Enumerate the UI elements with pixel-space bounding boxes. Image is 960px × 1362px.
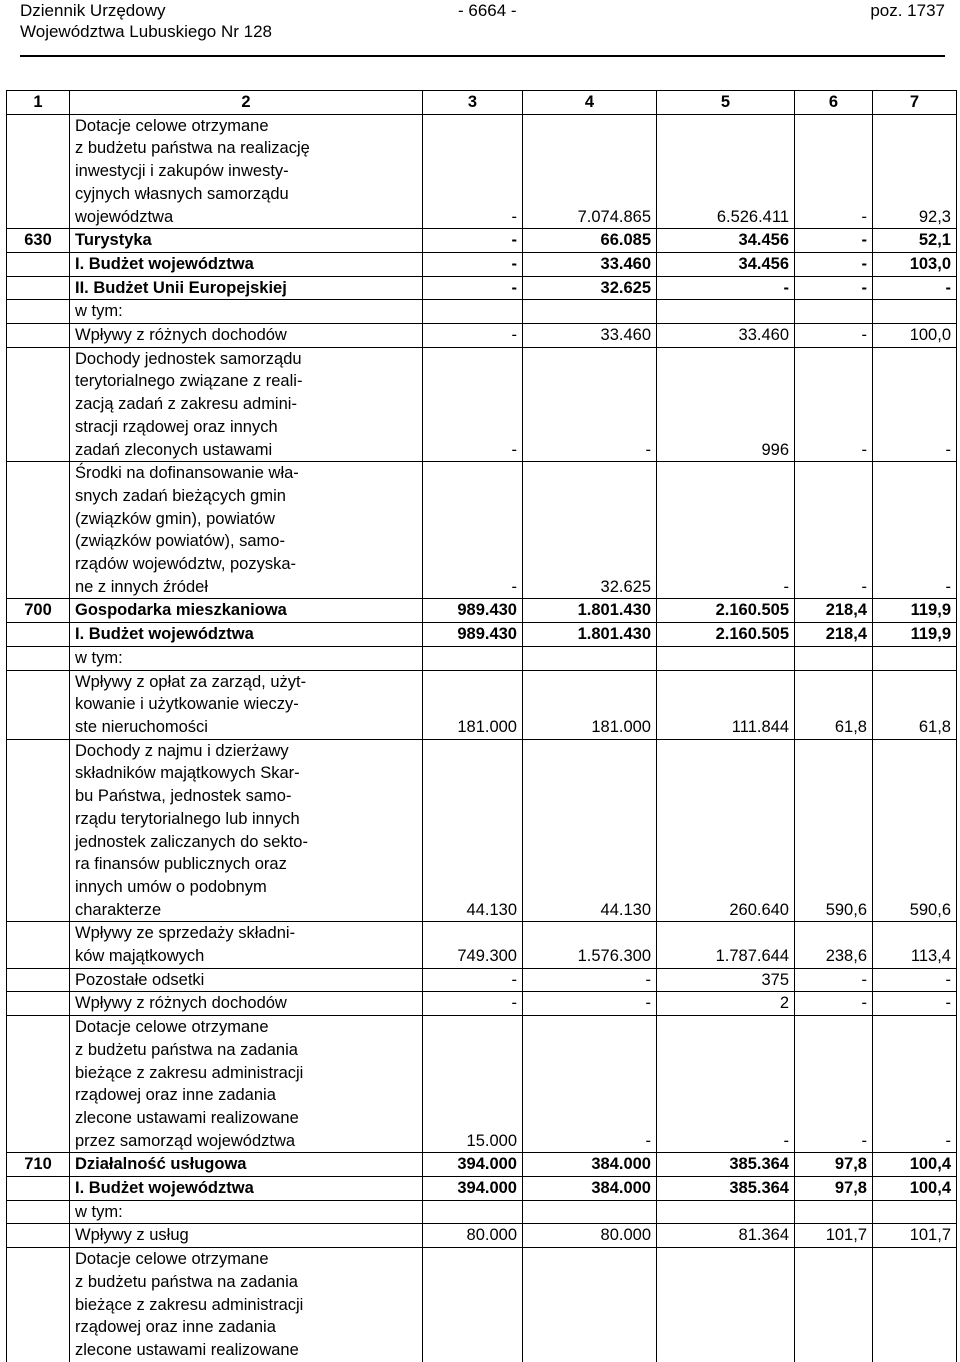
cell-col-4: 33.460 [523, 252, 657, 276]
column-number-row [7, 91, 957, 115]
cell-col-6: - [795, 462, 873, 599]
table-row [7, 1224, 957, 1248]
cell-col-5: 2 [657, 992, 795, 1016]
column-number: 5 [657, 91, 795, 115]
cell-col-4 [523, 300, 657, 324]
cell-col-6: 590,6 [795, 739, 873, 922]
cell-col-5 [657, 646, 795, 670]
cell-col-5: - [657, 276, 795, 300]
cell-col-5: 2.160.505 [657, 599, 795, 623]
cell-section-code [7, 1016, 70, 1153]
cell-col-4: 66.085 [523, 229, 657, 253]
cell-description: Dotacje celowe otrzymane z budżetu państwa na zadania bieżące z zakresu administracji rządowej oraz inne zadania zlecone ustawami realizowane [70, 1248, 423, 1362]
cell-col-6: 97,8 [795, 1153, 873, 1177]
cell-section-code: 700 [7, 599, 70, 623]
cell-col-4: 32.625 [523, 462, 657, 599]
cell-description: Dotacje celowe otrzymane z budżetu państwa na zadania bieżące z zakresu administracji rządowej oraz inne zadania zlecone ustawami realizowane przez samorząd województwa [70, 1016, 423, 1153]
cell-col-7: 101,7 [873, 1224, 957, 1248]
cell-col-3: - [423, 462, 523, 599]
cell-col-4 [523, 1200, 657, 1224]
cell-description: Turystyka [70, 229, 423, 253]
cell-col-7: 52,1 [873, 229, 957, 253]
cell-description: Dochody jednostek samorządu terytorialnego związane z reali- zacją zadań z zakresu admini- stracji rządowej oraz innych zadań zleconych ustawami [70, 347, 423, 462]
cell-col-5: 2.160.505 [657, 623, 795, 647]
table-row [7, 347, 957, 462]
cell-col-6: - [795, 252, 873, 276]
cell-col-6: - [795, 114, 873, 229]
cell-col-6: - [795, 1016, 873, 1153]
cell-col-3: - [423, 114, 523, 229]
cell-col-4: - [523, 1016, 657, 1153]
cell-description: Działalność usługowa [70, 1153, 423, 1177]
cell-col-5: 260.640 [657, 739, 795, 922]
cell-col-6 [795, 646, 873, 670]
cell-col-5 [657, 1248, 795, 1362]
cell-col-5: - [657, 462, 795, 599]
column-number: 2 [70, 91, 423, 115]
cell-col-7 [873, 300, 957, 324]
cell-description: I. Budżet województwa [70, 252, 423, 276]
table-row [7, 1200, 957, 1224]
cell-col-7: 113,4 [873, 922, 957, 968]
table-row [7, 114, 957, 229]
cell-col-7: - [873, 347, 957, 462]
table-row [7, 1177, 957, 1201]
cell-col-5: 34.456 [657, 252, 795, 276]
journal-region: Województwa Lubuskiego Nr 128 [20, 22, 272, 41]
cell-col-5: 81.364 [657, 1224, 795, 1248]
cell-section-code [7, 968, 70, 992]
cell-col-4: 33.460 [523, 324, 657, 348]
cell-col-3 [423, 646, 523, 670]
cell-col-5: 111.844 [657, 670, 795, 739]
column-number: 1 [7, 91, 70, 115]
cell-section-code [7, 1248, 70, 1362]
cell-col-5: 375 [657, 968, 795, 992]
cell-section-code [7, 252, 70, 276]
position-number: poz. 1737 [870, 1, 945, 20]
cell-col-6: - [795, 324, 873, 348]
cell-col-3: 44.130 [423, 739, 523, 922]
table-row [7, 670, 957, 739]
table-row [7, 324, 957, 348]
cell-col-4: - [523, 347, 657, 462]
cell-col-3: - [423, 252, 523, 276]
cell-section-code [7, 623, 70, 647]
cell-section-code [7, 992, 70, 1016]
cell-description: Wpływy z różnych dochodów [70, 324, 423, 348]
cell-col-5 [657, 1200, 795, 1224]
cell-col-7: 103,0 [873, 252, 957, 276]
cell-col-5: - [657, 1016, 795, 1153]
cell-col-7: 61,8 [873, 670, 957, 739]
table-row [7, 1248, 957, 1362]
cell-col-3 [423, 1248, 523, 1362]
cell-col-3: 749.300 [423, 922, 523, 968]
cell-col-4: 32.625 [523, 276, 657, 300]
cell-col-6: 61,8 [795, 670, 873, 739]
cell-col-7: - [873, 462, 957, 599]
cell-col-4: 384.000 [523, 1153, 657, 1177]
cell-col-3: 181.000 [423, 670, 523, 739]
cell-section-code [7, 300, 70, 324]
cell-col-3: 80.000 [423, 1224, 523, 1248]
column-number: 3 [423, 91, 523, 115]
cell-col-6: - [795, 968, 873, 992]
cell-col-6 [795, 300, 873, 324]
cell-col-7: 119,9 [873, 623, 957, 647]
cell-section-code [7, 1200, 70, 1224]
cell-section-code: 710 [7, 1153, 70, 1177]
table-row [7, 276, 957, 300]
cell-description: I. Budżet województwa [70, 623, 423, 647]
cell-description: w tym: [70, 646, 423, 670]
table-row [7, 968, 957, 992]
cell-col-5 [657, 300, 795, 324]
table-row [7, 739, 957, 922]
cell-col-4: 7.074.865 [523, 114, 657, 229]
cell-section-code [7, 922, 70, 968]
table-row [7, 922, 957, 968]
cell-col-6 [795, 1200, 873, 1224]
cell-description: Dochody z najmu i dzierżawy składników majątkowych Skar- bu Państwa, jednostek samo- rządu terytorialnego lub innych jednostek zaliczanych do sekto- ra finansów publicznych oraz innych umów o podobnym charakterze [70, 739, 423, 922]
table-row [7, 229, 957, 253]
cell-section-code [7, 670, 70, 739]
cell-col-4: 384.000 [523, 1177, 657, 1201]
cell-col-7: 100,4 [873, 1177, 957, 1201]
table-row [7, 623, 957, 647]
cell-col-7: 590,6 [873, 739, 957, 922]
cell-col-7: 119,9 [873, 599, 957, 623]
cell-description: w tym: [70, 300, 423, 324]
cell-description: Gospodarka mieszkaniowa [70, 599, 423, 623]
column-number: 7 [873, 91, 957, 115]
cell-col-4 [523, 646, 657, 670]
table-row [7, 599, 957, 623]
cell-col-6: 238,6 [795, 922, 873, 968]
cell-description: Wpływy ze sprzedaży składni- ków majątkowych [70, 922, 423, 968]
cell-col-7: - [873, 276, 957, 300]
cell-col-3: - [423, 347, 523, 462]
cell-section-code [7, 646, 70, 670]
cell-col-3: 394.000 [423, 1153, 523, 1177]
cell-col-3: 394.000 [423, 1177, 523, 1201]
cell-description: Dotacje celowe otrzymane z budżetu państwa na realizację inwestycji i zakupów inwesty- cyjnych własnych samorządu województwa [70, 114, 423, 229]
cell-col-3: - [423, 992, 523, 1016]
table-row [7, 252, 957, 276]
cell-col-5: 1.787.644 [657, 922, 795, 968]
cell-description: I. Budżet województwa [70, 1177, 423, 1201]
cell-col-5: 385.364 [657, 1177, 795, 1201]
cell-col-5: 34.456 [657, 229, 795, 253]
cell-col-3 [423, 300, 523, 324]
table-row [7, 1016, 957, 1153]
cell-col-6: - [795, 347, 873, 462]
cell-col-7: - [873, 1016, 957, 1153]
cell-col-4: 1.801.430 [523, 599, 657, 623]
cell-col-3: 15.000 [423, 1016, 523, 1153]
cell-description: Wpływy z usług [70, 1224, 423, 1248]
cell-col-3 [423, 1200, 523, 1224]
table-row [7, 300, 957, 324]
page-number: - 6664 - [458, 1, 517, 20]
cell-col-6: 218,4 [795, 623, 873, 647]
table-row [7, 462, 957, 599]
cell-col-5: 385.364 [657, 1153, 795, 1177]
cell-section-code [7, 739, 70, 922]
cell-section-code [7, 1224, 70, 1248]
cell-col-4: - [523, 968, 657, 992]
cell-section-code [7, 347, 70, 462]
journal-title: Dziennik Urzędowy [20, 1, 166, 20]
cell-col-4: 1.801.430 [523, 623, 657, 647]
cell-col-7 [873, 1248, 957, 1362]
cell-col-3: 989.430 [423, 623, 523, 647]
cell-description: Wpływy z różnych dochodów [70, 992, 423, 1016]
cell-col-6: - [795, 276, 873, 300]
cell-col-5: 6.526.411 [657, 114, 795, 229]
cell-col-6 [795, 1248, 873, 1362]
cell-col-7: 92,3 [873, 114, 957, 229]
cell-col-3: - [423, 324, 523, 348]
cell-col-4: 181.000 [523, 670, 657, 739]
cell-col-6: 101,7 [795, 1224, 873, 1248]
column-number: 6 [795, 91, 873, 115]
budget-table [6, 90, 957, 1362]
cell-col-4 [523, 1248, 657, 1362]
cell-col-3: 989.430 [423, 599, 523, 623]
table-row [7, 1153, 957, 1177]
cell-col-5: 996 [657, 347, 795, 462]
cell-section-code [7, 114, 70, 229]
page-header [20, 0, 945, 56]
header-divider [20, 55, 945, 57]
cell-col-6: 97,8 [795, 1177, 873, 1201]
cell-col-3: - [423, 968, 523, 992]
cell-col-7 [873, 1200, 957, 1224]
cell-col-4: 44.130 [523, 739, 657, 922]
cell-section-code [7, 1177, 70, 1201]
cell-col-7: 100,0 [873, 324, 957, 348]
column-number: 4 [523, 91, 657, 115]
cell-col-3: - [423, 276, 523, 300]
cell-col-4: 1.576.300 [523, 922, 657, 968]
cell-col-7 [873, 646, 957, 670]
cell-col-6: - [795, 229, 873, 253]
cell-col-7: - [873, 992, 957, 1016]
cell-section-code [7, 324, 70, 348]
cell-col-4: - [523, 992, 657, 1016]
cell-section-code [7, 276, 70, 300]
cell-section-code [7, 462, 70, 599]
table-row [7, 992, 957, 1016]
cell-description: II. Budżet Unii Europejskiej [70, 276, 423, 300]
cell-description: Wpływy z opłat za zarząd, użyt- kowanie i użytkowanie wieczy- ste nieruchomości [70, 670, 423, 739]
cell-description: Pozostałe odsetki [70, 968, 423, 992]
cell-section-code: 630 [7, 229, 70, 253]
cell-description: Środki na dofinansowanie wła- snych zadań bieżących gmin (związków gmin), powiatów (związków powiatów), samo- rządów województw, pozyska- ne z innych źródeł [70, 462, 423, 599]
cell-col-6: - [795, 992, 873, 1016]
table-row [7, 646, 957, 670]
cell-col-3: - [423, 229, 523, 253]
cell-col-4: 80.000 [523, 1224, 657, 1248]
cell-description: w tym: [70, 1200, 423, 1224]
cell-col-7: - [873, 968, 957, 992]
cell-col-5: 33.460 [657, 324, 795, 348]
cell-col-6: 218,4 [795, 599, 873, 623]
cell-col-7: 100,4 [873, 1153, 957, 1177]
